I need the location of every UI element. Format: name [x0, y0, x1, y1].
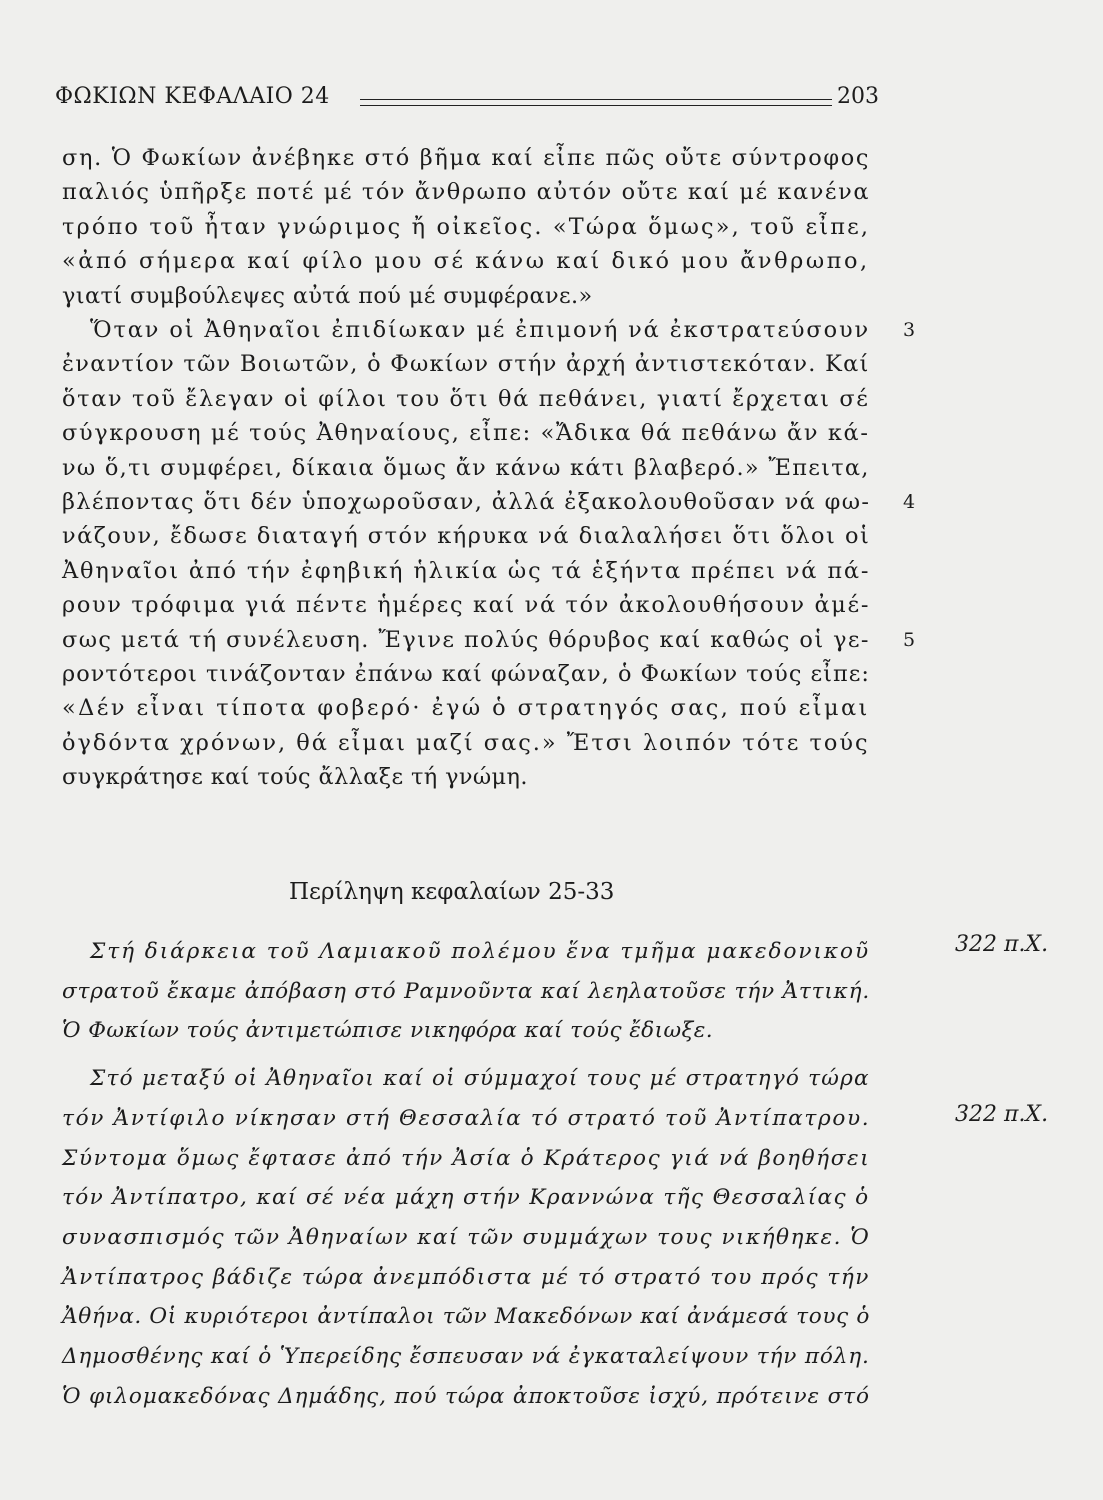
body-line: νάζουν, ἔδωσε διαταγή στόν κήρυκα νά διαλαλήσει ὅτι ὅλοι οἱ	[62, 523, 871, 549]
summary-line: Ὁ Φωκίων τούς ἀντιμετώπισε νικηφόρα καί τούς ἔδιωξε.	[62, 1018, 714, 1043]
body-line: «Δέν εἶναι τίποτα φοβερό· ἐγώ ὁ στρατηγός σας, πού εἶμαι	[62, 695, 870, 721]
body-line: ρουν τρόφιμα γιά πέντε ἡμέρες καί νά τόν ἀκολουθήσουν ἀμέ-	[62, 592, 871, 618]
summary-line: Ἀθήνα. Οἱ κυριότεροι ἀντίπαλοι τῶν Μακεδόνων καί ἀνάμεσά τους ὁ	[62, 1304, 871, 1329]
summary-line: Σύντομα ὅμως ἔφτασε ἀπό τήν Ἀσία ὁ Κράτερος γιά νά βοηθήσει	[62, 1146, 871, 1171]
summary-line: συνασπισμός τῶν Ἀθηναίων καί τῶν συμμάχων τους νικήθηκε. Ὁ	[62, 1225, 871, 1250]
section-heading: Περίληψη κεφαλαίων 25-33	[289, 879, 615, 905]
body-line: νω ὅ,τι συμφέρει, δίκαια ὅμως ἄν κάνω κάτι βλαβερό.» Ἔπειτα,	[62, 455, 870, 481]
body-line: σύγκρουση μέ τούς Ἀθηναίους, εἶπε: «Ἄδικα θά πεθάνω ἄν κά-	[62, 420, 870, 446]
body-line: ὀγδόντα χρόνων, θά εἶμαι μαζί σας.» Ἔτσι λοιπόν τότε τούς	[62, 730, 870, 756]
date-note: 322 π.Χ.	[955, 932, 1049, 957]
margin-number: 4	[903, 491, 916, 513]
margin-number: 3	[903, 319, 916, 341]
body-line: συγκράτησε καί τούς ἄλλαξε τή γνώμη.	[62, 764, 528, 790]
summary-line: Δημοσθένης καί ὁ Ὑπερείδης ἔσπευσαν νά ἐγκαταλείψουν τήν πόλη.	[62, 1344, 870, 1369]
summary-line: τόν Ἀντίπατρο, καί σέ νέα μάχη στήν Κραννώνα τῆς Θεσσαλίας ὁ	[62, 1185, 870, 1210]
running-header	[55, 84, 879, 114]
body-line: Ὅταν οἱ Ἀθηναῖοι ἐπιδίωκαν μέ ἐπιμονή νά ἐκστρατεύσουν	[90, 317, 870, 343]
summary-line: Ὁ φιλομακεδόνας Δημάδης, πού τώρα ἀποκτοῦσε ἰσχύ, πρότεινε στό	[62, 1384, 870, 1409]
body-line: «ἀπό σήμερα καί φίλο μου σέ κάνω καί δικό μου ἄνθρωπο,	[62, 248, 870, 274]
body-line: σως μετά τή συνέλευση. Ἔγινε πολύς θόρυβος καί καθώς οἱ γε-	[62, 627, 870, 653]
summary-line: στρατοῦ ἔκαμε ἀπόβαση στό Ραμνοῦντα καί λεηλατοῦσε τήν Ἀττική.	[62, 979, 870, 1004]
summary-line: Στό μεταξύ οἱ Ἀθηναῖοι καί οἱ σύμμαχοί τους μέ στρατηγό τώρα	[90, 1066, 870, 1091]
summary-line: Ἀντίπατρος βάδιζε τώρα ἀνεμπόδιστα μέ τό στρατό του πρός τήν	[62, 1265, 870, 1290]
date-note: 322 π.Χ.	[955, 1102, 1049, 1127]
summary-line: Στή διάρκεια τοῦ Λαμιακοῦ πολέμου ἕνα τμῆμα μακεδονικοῦ	[90, 939, 871, 964]
body-line: ροντότεροι τινάζονταν ἐπάνω καί φώναζαν, ὁ Φωκίων τούς εἶπε:	[62, 661, 870, 687]
header-double-rule	[360, 99, 832, 106]
body-line: Ἀθηναῖοι ἀπό τήν ἐφηβική ἡλικία ὡς τά ἑξήντα πρέπει νά πά-	[62, 558, 871, 584]
body-line: ὅταν τοῦ ἔλεγαν οἱ φίλοι του ὅτι θά πεθάνει, γιατί ἔρχεται σέ	[62, 386, 870, 412]
body-line: ἐναντίον τῶν Βοιωτῶν, ὁ Φωκίων στήν ἀρχή ἀντιστεκόταν. Καί	[62, 351, 870, 377]
body-line: παλιός ὑπῆρξε ποτέ μέ τόν ἄνθρωπο αὐτόν οὔτε καί μέ κανένα	[62, 179, 871, 205]
body-line: γιατί συμβούλεψες αὐτά πού μέ συμφέρανε.»	[62, 283, 593, 309]
summary-line: τόν Ἀντίφιλο νίκησαν στή Θεσσαλία τό στρατό τοῦ Ἀντίπατρου.	[62, 1106, 871, 1131]
body-line: ση. Ὁ Φωκίων ἀνέβηκε στό βῆμα καί εἶπε πῶς οὔτε σύντροφος	[62, 145, 871, 171]
page-number: 203	[837, 84, 879, 109]
header-title: ΦΩΚΙΩΝ ΚΕΦΑΛΑΙΟ 24	[55, 84, 330, 109]
margin-number: 5	[903, 629, 916, 651]
body-line: βλέποντας ὅτι δέν ὑποχωροῦσαν, ἀλλά ἐξακολουθοῦσαν νά φω-	[62, 489, 871, 515]
body-line: τρόπο τοῦ ἦταν γνώριμος ἤ οἰκεῖος. «Τώρα ὅμως», τοῦ εἶπε,	[62, 214, 871, 240]
